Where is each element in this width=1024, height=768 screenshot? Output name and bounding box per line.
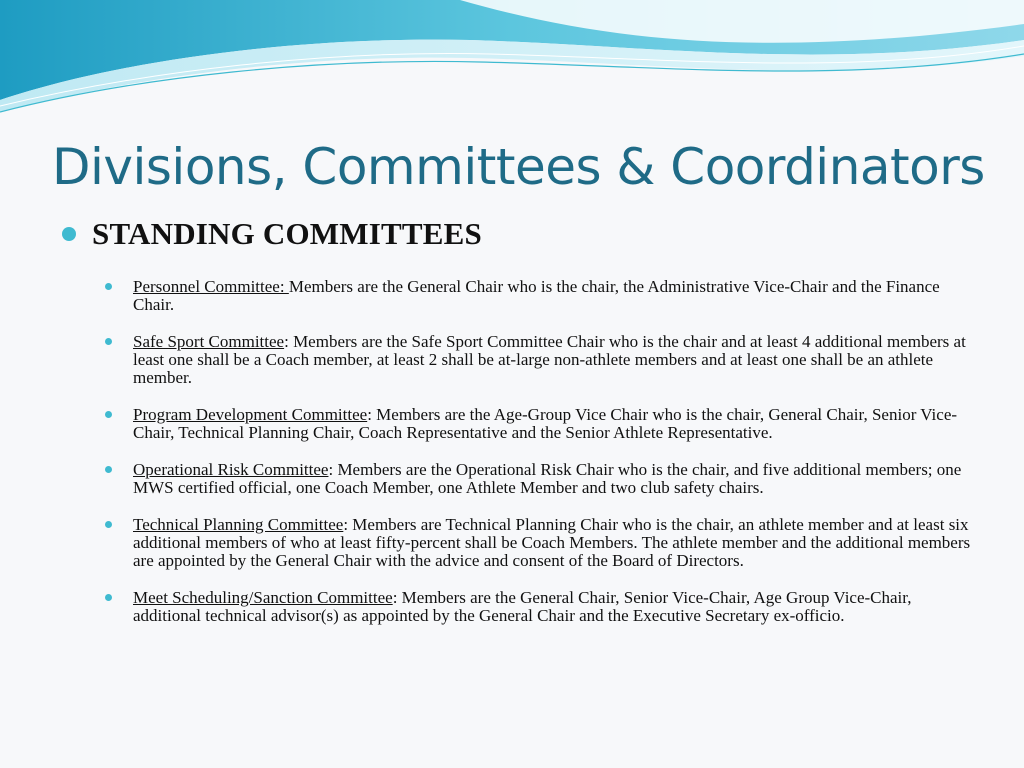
- committee-name: Operational Risk Committee: [133, 460, 329, 479]
- committee-name: Meet Scheduling/Sanction Committee: [133, 588, 393, 607]
- committee-description: Members are the General Chair who is the chair, the Administrative Vice-Chair and the Finance Chair.: [133, 277, 940, 314]
- committee-description: : Members are the General Chair, Senior Vice-Chair, Age Group Vice-Chair, additional technical advisor(s) as appointed by the General Chair and the Executive Secretary ex-officio.: [133, 588, 912, 625]
- committee-description: : Members are the Safe Sport Committee Chair who is the chair and at least 4 additional members at least one shall be a Coach member, at least 2 shall be at-large non-athlete members and at least one shall be an athlete member.: [133, 332, 966, 387]
- committee-name: Technical Planning Committee: [133, 515, 344, 534]
- list-item: [104, 406, 974, 442]
- bullet-dot-icon: [105, 411, 112, 418]
- section-heading-label: STANDING COMMITTEES: [92, 216, 482, 251]
- bullet-dot-icon: [105, 466, 112, 473]
- bullet-dot-icon: [62, 227, 76, 241]
- committee-description: : Members are Technical Planning Chair who is the chair, an athlete member and at least six additional members of who at least fifty-percent shall be Coach Members. The athlete member and the additional members are appointed by the General Chair with the advice and consent of the Board of Directors.: [133, 515, 971, 570]
- committee-list: [104, 278, 974, 625]
- committee-description: : Members are the Operational Risk Chair who is the chair, and five additional members; one MWS certified official, one Coach Member, one Athlete Member and two club safety chairs.: [133, 460, 962, 497]
- header-wave-decoration: [0, 0, 1024, 120]
- section-heading: [62, 216, 482, 252]
- page-title: Divisions, Committees & Coordinators: [52, 138, 985, 196]
- list-item: [104, 516, 974, 570]
- list-item: [104, 278, 974, 314]
- bullet-dot-icon: [105, 521, 112, 528]
- committee-name: Personnel Committee:: [133, 277, 289, 296]
- list-item: [104, 589, 974, 625]
- committee-description: : Members are the Age-Group Vice Chair who is the chair, General Chair, Senior Vice-Chair, Technical Planning Chair, Coach Representative and the Senior Athlete Representative.: [133, 405, 958, 442]
- committee-name: Program Development Committee: [133, 405, 368, 424]
- bullet-dot-icon: [105, 338, 112, 345]
- committee-name: Safe Sport Committee: [133, 332, 285, 351]
- list-item: [104, 461, 974, 497]
- bullet-dot-icon: [105, 594, 112, 601]
- bullet-dot-icon: [105, 283, 112, 290]
- list-item: [104, 333, 974, 387]
